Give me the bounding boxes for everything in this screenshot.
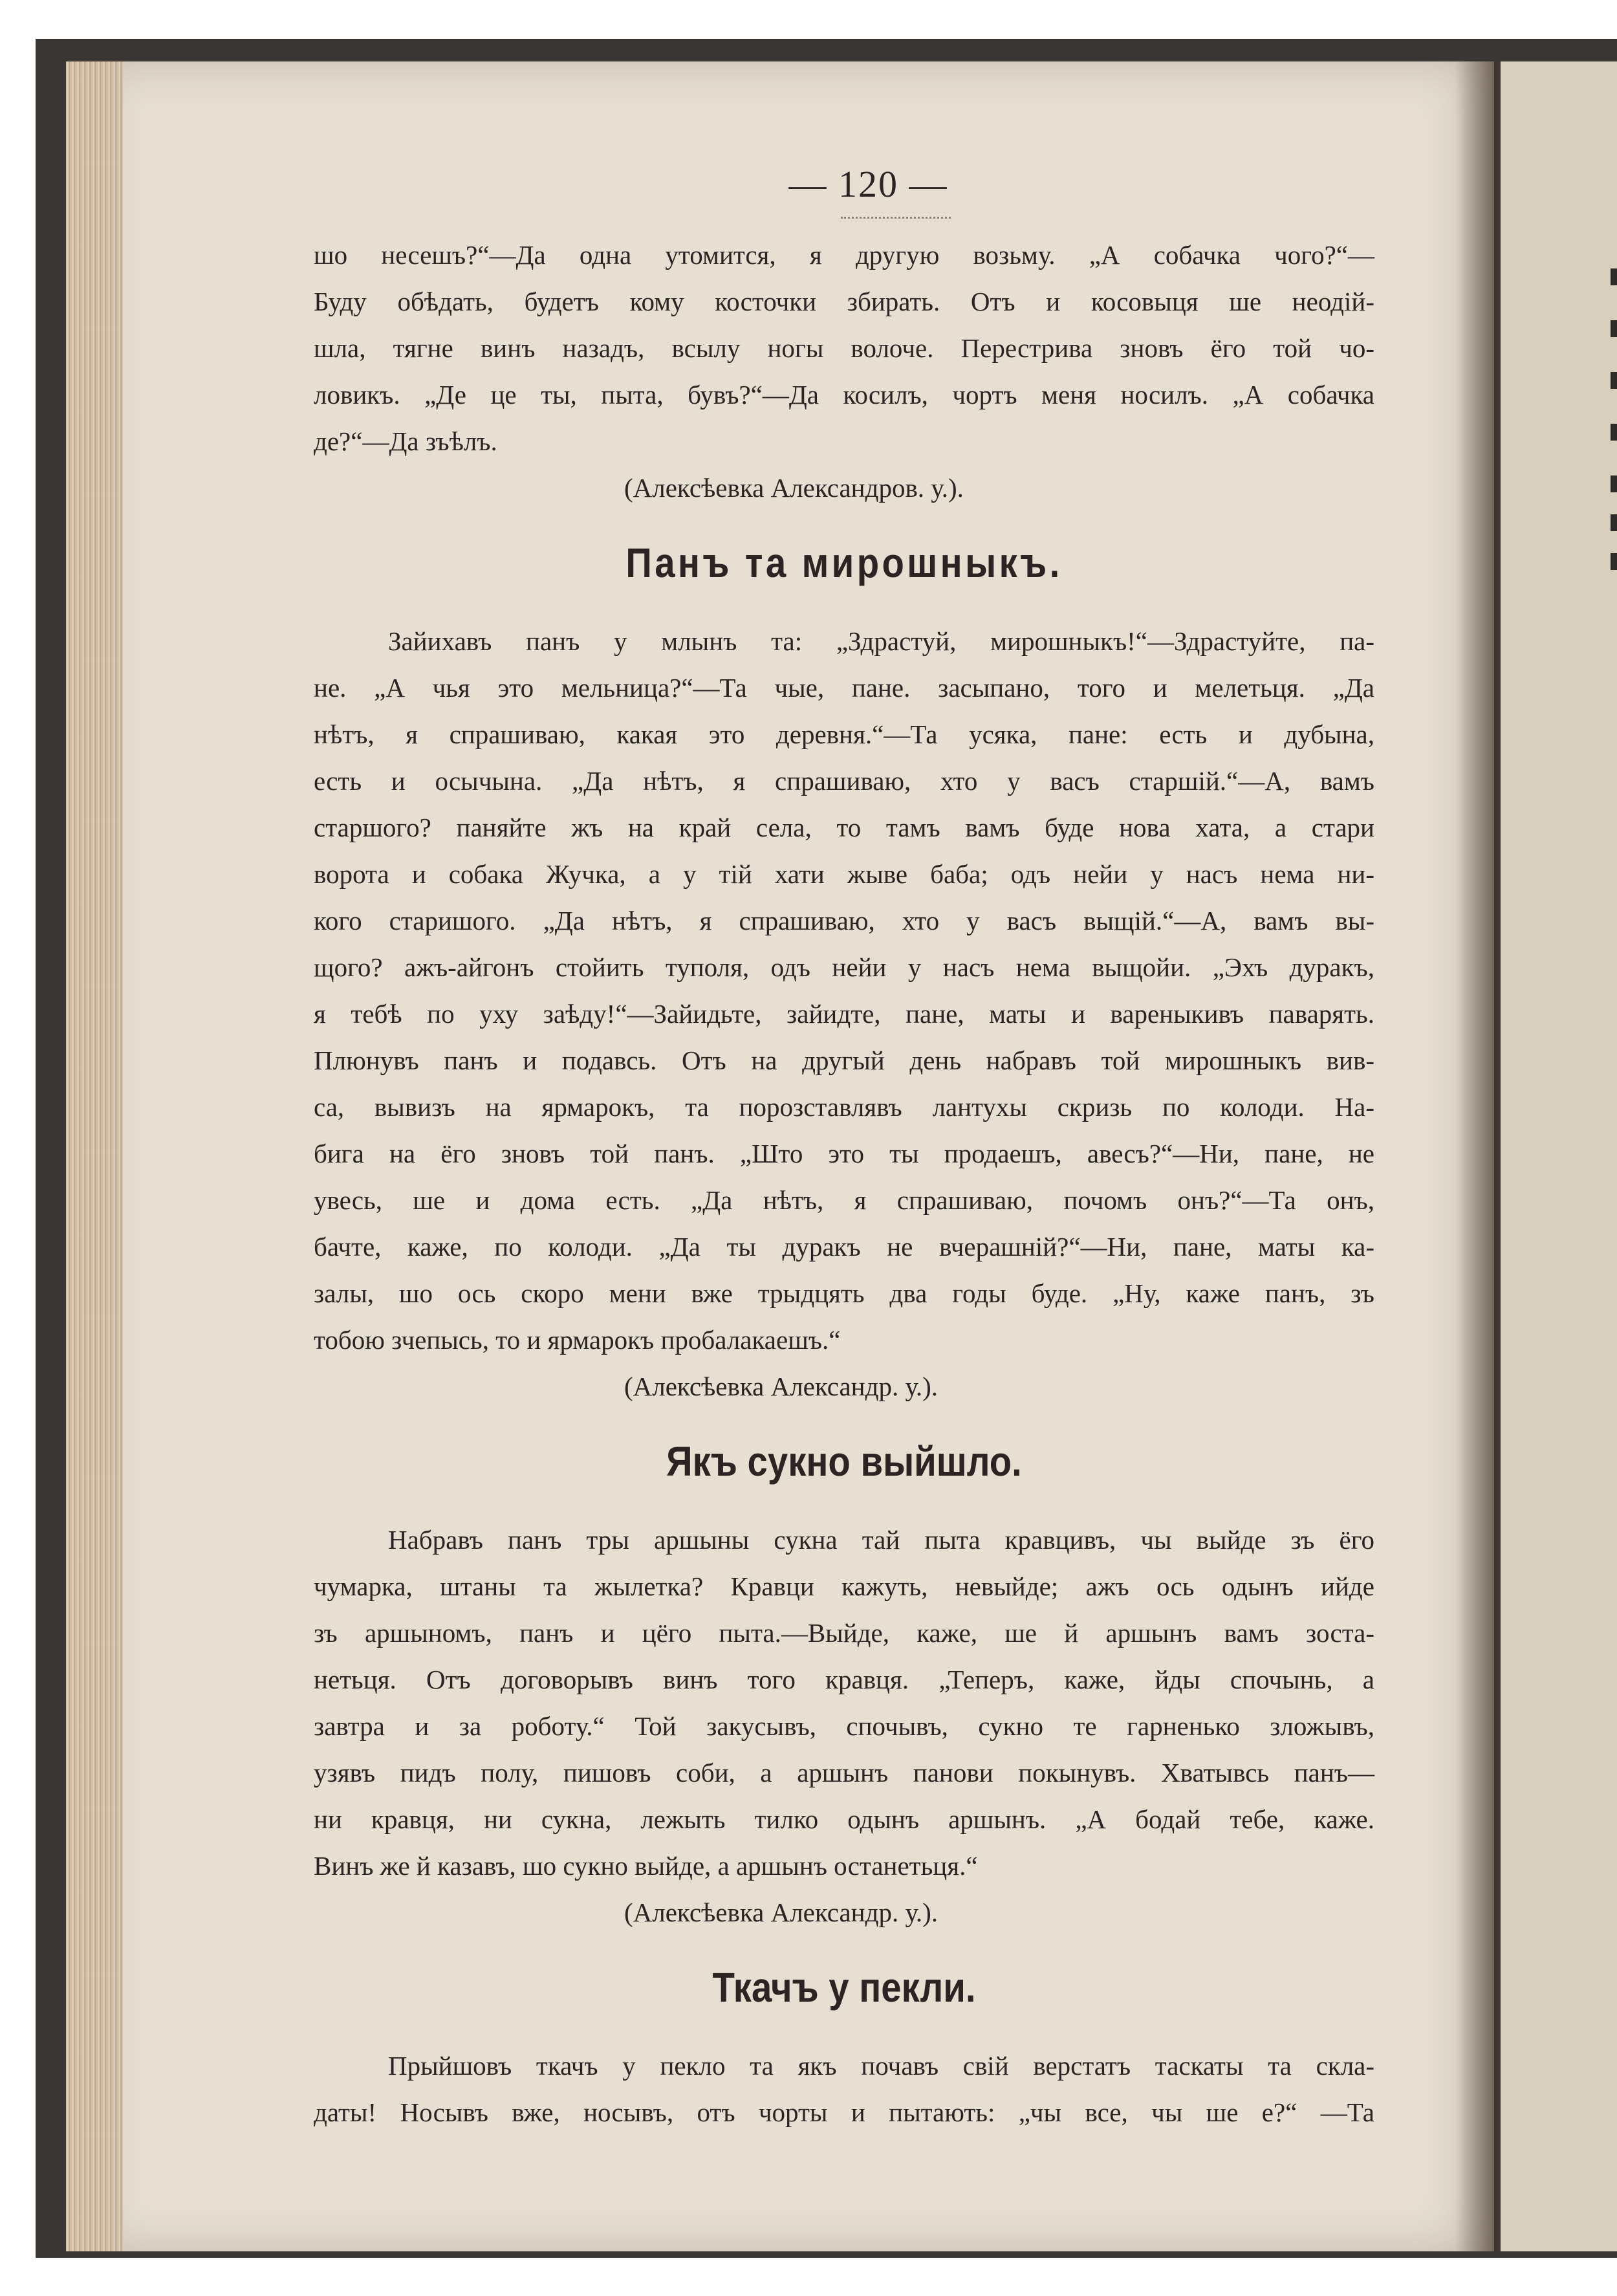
text-line: бига на ёго зновъ той панъ. „Што это ты продаешъ, авесъ?“—Ни, пане, не — [314, 1139, 1374, 1168]
text-line: узявъ пидъ полу, пишовъ соби, а аршынъ панови покынувъ. Хватывсь панъ— — [314, 1758, 1374, 1788]
text-line: бачте, каже, по колоди. „Да ты дуракъ не вчерашній?“—Ни, пане, маты ка- — [314, 1232, 1374, 1262]
story-tkach-u-pekly — [314, 1962, 1374, 2136]
text-line: де?“—Да зъѣлъ. — [314, 426, 497, 456]
text-line: даты! Носывъ вже, носывъ, отъ чорты и пытають: „чы все, чы ше е?“ —Та — [314, 2097, 1374, 2127]
text-line: я тебѣ по уху заѣду!“—Зайидьте, зайидте, пане, маты и вареныкивъ паварять. — [314, 999, 1374, 1029]
story-paragraph — [314, 618, 1374, 1363]
text-line: са, вывизъ на ярмарокъ, та порозставлявъ лантухы скризь по колоди. На- — [314, 1092, 1374, 1122]
text-line: Набравъ панъ тры аршыны сукна тай пыта кравцивъ, чы выйде зъ ёго — [388, 1525, 1374, 1555]
text-line: зъ аршыномъ, панъ и цёго пыта.—Выйде, каже, ше й аршынъ вамъ зоста- — [314, 1618, 1374, 1648]
story-title: Ткачъ у пекли. — [712, 1964, 976, 2011]
text-line: увесь, ше и дома есть. „Да нѣтъ, я спрашиваю, почомъ онъ?“—Та онъ, — [314, 1185, 1374, 1215]
text-line: Винъ же й казавъ, шо сукно выйде, а аршынъ останетьця.“ — [314, 1851, 978, 1881]
text-line: Плюнувъ панъ и подавсь. Отъ на другый день набравъ той мирошныкъ вив- — [314, 1045, 1374, 1075]
text-line: Зайихавъ панъ у млынъ та: „Здрастуй, мирошныкъ!“—Здрастуйте, па- — [388, 626, 1374, 656]
story-title: Панъ та мирошныкъ. — [625, 540, 1063, 586]
text-line: шо несешъ?“—Да одна утомится, я другую возьму. „А собачка чого?“— — [314, 240, 1374, 270]
text-line: залы, шо ось скоро мени вже трыдцять два годы буде. „Ну, каже панъ, зъ — [314, 1278, 1374, 1308]
source-attribution: (Алексѣевка Александров. у.). — [624, 473, 964, 503]
page-number: — 120 — — [788, 163, 948, 205]
page-content — [314, 165, 1374, 2136]
text-line: завтра и за роботу.“ Той закусывъ, спочывъ, сукно те гарненько зложывъ, — [314, 1711, 1374, 1741]
text-line: щого? ажъ-айгонъ стойить туполя, одъ нейи у насъ нема выщойи. „Эхъ дуракъ, — [314, 952, 1374, 982]
text-line: есть и осычына. „Да нѣтъ, я спрашиваю, хто у васъ старшій.“—А, вамъ — [314, 766, 1374, 796]
text-line: нетьця. Отъ договорывъ винъ того кравця. „Теперъ, каже, йды спочынь, а — [314, 1665, 1374, 1694]
text-line: Прыйшовъ ткачъ у пекло та якъ почавъ свій верстатъ таскаты та скла- — [388, 2051, 1374, 2081]
facing-page-edge — [1501, 61, 1617, 2251]
text-line: кого старишого. „Да нѣтъ, я спрашиваю, хто у васъ выщій.“—А, вамъ вы- — [314, 906, 1374, 935]
story-continuation — [314, 232, 1374, 511]
source-attribution: (Алексѣевка Александр. у.). — [624, 1897, 938, 1927]
text-line: нѣтъ, я спрашиваю, какая это деревня.“—Та усяка, пане: есть и дубына, — [314, 719, 1374, 749]
page-number-ornament — [841, 209, 951, 219]
page-stack-edge — [66, 61, 124, 2251]
story-yak-sukno-vyishlo — [314, 1436, 1374, 1936]
text-line: старшого? паняйте жъ на край села, то тамъ вамъ буде нова хата, а стари — [314, 813, 1374, 842]
book-gutter-shadow — [1455, 61, 1507, 2251]
source-attribution: (Алексѣевка Александр. у.). — [624, 1372, 938, 1401]
story-title: Якъ сукно выйшло. — [666, 1438, 1022, 1485]
text-line: Буду обѣдать, будетъ кому косточки збирать. Отъ и косовыця ше неодій- — [314, 287, 1374, 316]
text-line: ловикъ. „Де це ты, пыта, бувъ?“—Да косилъ, чортъ меня носилъ. „А собачка — [314, 380, 1374, 410]
text-line: шла, тягне винъ назадъ, всылу ногы волоче. Перестрива зновъ ёго той чо- — [314, 333, 1374, 363]
text-line: ни кравця, ни сукна, лежыть тилко одынъ аршынъ. „А бодай тебе, каже. — [314, 1804, 1374, 1834]
story-paragraph — [314, 2042, 1374, 2136]
text-line: ворота и собака Жучка, а у тій хати жыве баба; одъ нейи у насъ нема ни- — [314, 859, 1374, 889]
text-line: чумарка, штаны та жылетка? Кравци кажуть, невыйде; ажъ ось одынъ ийде — [314, 1571, 1374, 1601]
story-pan-ta-miroshnyk — [314, 537, 1374, 1410]
story-paragraph — [314, 1516, 1374, 1889]
story-paragraph — [314, 232, 1374, 465]
text-line: не. „А чья это мельница?“—Та чые, пане. засыпано, того и мелетьця. „Да — [314, 673, 1374, 703]
text-line: тобою зчепысь, то и ярмарокъ пробалакаешъ.“ — [314, 1325, 841, 1355]
